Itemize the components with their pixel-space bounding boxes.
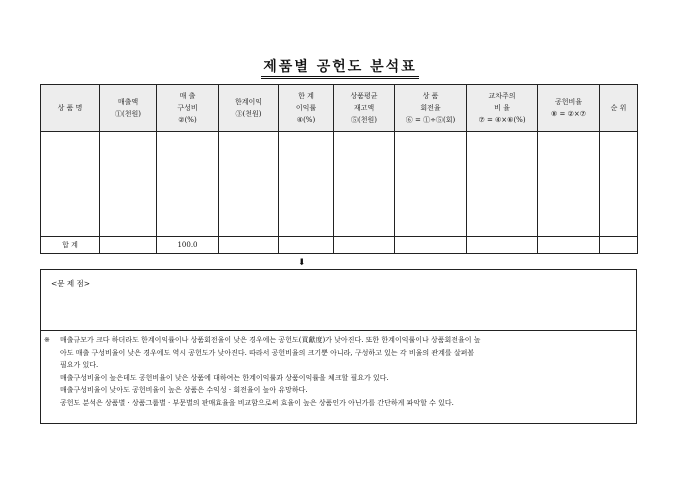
col-cross-ratio: 교차주의 비 율 ⑦ = ④×⑥(%) xyxy=(467,85,538,132)
table-cell[interactable] xyxy=(395,132,467,237)
table-cell[interactable] xyxy=(279,132,334,237)
total-row xyxy=(41,237,638,254)
table-cell[interactable] xyxy=(41,132,100,237)
note-line: 공헌도 분석은 상품별 · 상품그룹별 · 부문별의 판매효율을 비교함으로써 효율이 높은 상품인가 아닌가를 간단하게 파악할 수 있다. xyxy=(60,398,454,407)
document-title-wrap xyxy=(0,56,680,76)
table-cell[interactable] xyxy=(600,132,638,237)
table-cell[interactable] xyxy=(467,237,538,254)
total-label: 합 계 xyxy=(41,237,100,254)
table-cell[interactable] xyxy=(100,237,157,254)
table-cell[interactable] xyxy=(100,132,157,237)
note-line: 필요가 있다. xyxy=(60,361,99,369)
notes xyxy=(44,334,632,409)
col-product-name: 상 품 명 xyxy=(41,85,100,132)
note-line: ※ 매출규모가 크다 하더라도 한계이익률이나 상품회전율이 낮은 경우에는 공헌도(貢獻度)가 낮아진다. 또한 한계이익률이나 상품회전율이 높 xyxy=(44,334,632,347)
table-cell[interactable] xyxy=(467,132,538,237)
col-sales-composition: 매 출 구성비 ②(%) xyxy=(157,85,219,132)
col-marginal-profit-rate: 한 계 이익률 ④(%) xyxy=(279,85,334,132)
col-avg-inventory: 상품평균 재고액 ⑤(천원) xyxy=(334,85,395,132)
table-cell[interactable] xyxy=(538,132,600,237)
problems-label: <문 제 점> xyxy=(51,279,91,288)
table-cell[interactable] xyxy=(219,237,279,254)
note-mark: ※ xyxy=(44,336,50,344)
col-sales: 매출액 ①(천원) xyxy=(100,85,157,132)
col-turnover: 상 품 회전율 ⑥ = ①÷⑤(회) xyxy=(395,85,467,132)
table-cell[interactable] xyxy=(538,237,600,254)
table-cell[interactable] xyxy=(600,237,638,254)
col-rank: 순 위 xyxy=(600,85,638,132)
table-row xyxy=(41,132,638,237)
note-line: 아도 매출 구성비율이 낮은 경우에도 역시 공헌도가 낮아진다. 따라서 공헌비율의 크기뿐 아니라, 구성하고 있는 각 비율의 관계를 살펴볼 xyxy=(60,348,475,357)
problems-box xyxy=(40,269,637,424)
table-cell[interactable] xyxy=(395,237,467,254)
down-arrow-icon: ⬇ xyxy=(298,258,306,268)
col-contribution-ratio: 공헌비율 ⑧ = ②×⑦ xyxy=(538,85,600,132)
header-row xyxy=(41,85,638,132)
note-line: 매출구성비율이 높은데도 공헌비율이 낮은 상품에 대하여는 한계이익률과 상품이익률을 체크할 필요가 있다. xyxy=(60,373,389,382)
table-cell[interactable] xyxy=(334,237,395,254)
table-cell[interactable] xyxy=(279,237,334,254)
analysis-table xyxy=(40,84,638,254)
table-cell[interactable] xyxy=(334,132,395,237)
table-cell[interactable] xyxy=(157,132,219,237)
total-composition: 100.0 xyxy=(157,237,219,254)
document-title: 제품별 공헌도 분석표 xyxy=(261,59,418,79)
note-line: 매출구성비율이 낮아도 공헌비율이 높은 상품은 수익성 · 회전율이 높아 유망하다. xyxy=(60,386,308,394)
divider xyxy=(41,330,636,331)
col-marginal-profit: 한계이익 ③(천원) xyxy=(219,85,279,132)
table-cell[interactable] xyxy=(219,132,279,237)
